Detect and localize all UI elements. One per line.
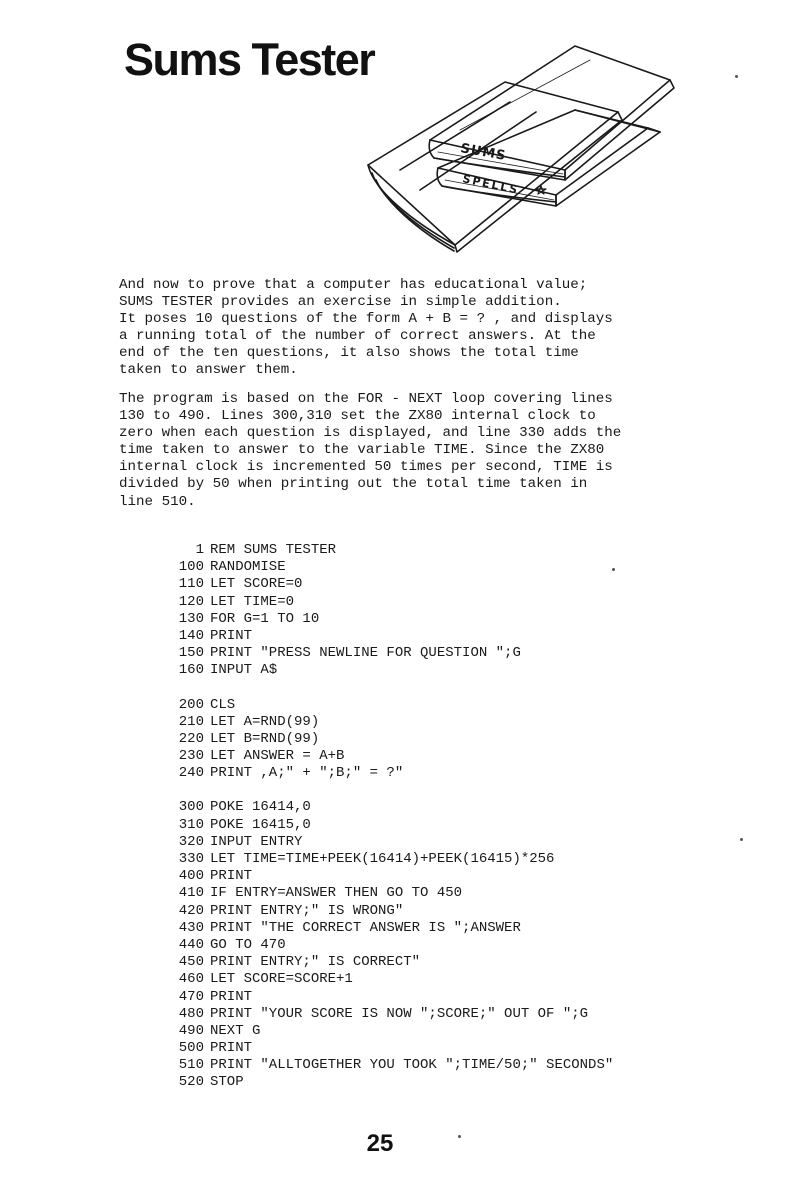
intro-paragraph: And now to prove that a computer has educational value; SUMS TESTER provides an exercise in simple addition. It poses 10 questions of the form A + B = ? , and displays a running total of the number of correct answers. At the end of the ten questions, it also shows the total time taken to answer them. bbox=[119, 277, 613, 379]
print-speck bbox=[740, 838, 743, 841]
code-statement: LET SCORE=0 bbox=[210, 576, 303, 593]
line-number: 480 bbox=[178, 1005, 204, 1022]
code-statement: LET TIME=TIME+PEEK(16414)+PEEK(16415)*256 bbox=[210, 851, 555, 867]
line-number: 330 bbox=[178, 851, 204, 867]
code-line bbox=[168, 765, 613, 782]
explanation-paragraph: The program is based on the FOR - NEXT loop covering lines 130 to 490. Lines 300,310 set the ZX80 internal clock to zero when each question is displayed, and line 330 adds the time taken to answer to the variable TIME. Since the ZX80 internal clock is incremented 50 times per second, TIME is divided by 50 when printing out the total time taken in line 510. bbox=[119, 391, 622, 510]
code-line bbox=[168, 714, 613, 731]
code-statement: PRINT ENTRY;" IS WRONG" bbox=[210, 902, 404, 919]
line-number: 1 bbox=[195, 542, 204, 558]
line-number: 100 bbox=[178, 559, 204, 576]
code-statement: CLS bbox=[210, 696, 236, 713]
code-statement: POKE 16415,0 bbox=[210, 816, 311, 833]
code-statement: POKE 16414,0 bbox=[210, 799, 311, 816]
code-statement: PRINT bbox=[210, 627, 253, 644]
line-number: 220 bbox=[178, 730, 204, 747]
line-number: 130 bbox=[178, 610, 204, 627]
listing-block bbox=[168, 697, 613, 783]
line-number: 110 bbox=[178, 576, 204, 593]
code-line bbox=[168, 903, 613, 920]
code-statement: LET B=RND(99) bbox=[210, 730, 320, 747]
program-listing bbox=[168, 542, 613, 1109]
line-number: 310 bbox=[178, 816, 204, 833]
listing-block bbox=[168, 799, 613, 1091]
code-line bbox=[168, 851, 613, 868]
code-statement: PRINT "YOUR SCORE IS NOW ";SCORE;" OUT OF ";G bbox=[210, 1005, 589, 1022]
code-line bbox=[168, 799, 613, 816]
line-number: 210 bbox=[178, 713, 204, 730]
line-number: 460 bbox=[178, 971, 204, 988]
line-number: 420 bbox=[178, 902, 204, 919]
code-line bbox=[168, 628, 613, 645]
code-line bbox=[168, 611, 613, 628]
code-line bbox=[168, 937, 613, 954]
print-speck bbox=[735, 75, 738, 78]
code-statement: IF ENTRY=ANSWER THEN GO TO 450 bbox=[210, 885, 463, 902]
line-number: 440 bbox=[178, 936, 204, 953]
code-line bbox=[168, 834, 613, 851]
code-line bbox=[168, 1057, 613, 1074]
code-statement: PRINT ENTRY;" IS CORRECT" bbox=[210, 954, 421, 971]
code-statement: INPUT ENTRY bbox=[210, 833, 303, 850]
print-speck bbox=[458, 1135, 461, 1138]
code-statement: PRINT "PRESS NEWLINE FOR QUESTION ";G bbox=[210, 645, 521, 662]
code-line bbox=[168, 662, 613, 679]
code-line bbox=[168, 1040, 613, 1057]
code-line bbox=[168, 920, 613, 937]
line-number: 160 bbox=[178, 662, 204, 679]
line-number: 150 bbox=[178, 645, 204, 662]
code-line bbox=[168, 645, 613, 662]
code-line bbox=[168, 885, 613, 902]
code-statement: PRINT bbox=[210, 988, 253, 1005]
listing-block bbox=[168, 542, 613, 680]
code-line bbox=[168, 559, 613, 576]
code-line bbox=[168, 594, 613, 611]
code-statement: PRINT "ALLTOGETHER YOU TOOK ";TIME/50;" SECONDS" bbox=[210, 1057, 614, 1074]
print-speck bbox=[612, 568, 615, 571]
line-number: 430 bbox=[178, 919, 204, 936]
code-line bbox=[168, 868, 613, 885]
book-bottom-label: SPELLS bbox=[461, 172, 521, 197]
line-number: 230 bbox=[178, 748, 204, 765]
code-statement: PRINT ,A;" + ";B;" = ?" bbox=[210, 765, 404, 782]
code-statement: PRINT bbox=[210, 868, 253, 885]
code-line bbox=[168, 954, 613, 971]
code-statement: LET SCORE=SCORE+1 bbox=[210, 971, 353, 988]
line-number: 470 bbox=[178, 988, 204, 1005]
line-number: 320 bbox=[178, 833, 204, 850]
code-statement: GO TO 470 bbox=[210, 936, 286, 953]
code-statement: RANDOMISE bbox=[210, 559, 286, 576]
page-number: 25 bbox=[366, 1130, 394, 1157]
code-statement: LET ANSWER = A+B bbox=[210, 748, 345, 765]
code-statement: INPUT A$ bbox=[210, 662, 278, 679]
code-line bbox=[168, 971, 613, 988]
code-line bbox=[168, 1074, 613, 1091]
code-line bbox=[168, 576, 613, 593]
code-line bbox=[168, 989, 613, 1006]
line-number: 520 bbox=[178, 1074, 204, 1091]
book-top-label: SUMS bbox=[459, 141, 508, 164]
code-line bbox=[168, 731, 613, 748]
line-number: 120 bbox=[178, 593, 204, 610]
code-statement: PRINT "THE CORRECT ANSWER IS ";ANSWER bbox=[210, 919, 521, 936]
code-statement: STOP bbox=[210, 1074, 244, 1091]
code-statement: LET TIME=0 bbox=[210, 593, 295, 610]
code-statement: NEXT G bbox=[210, 1022, 261, 1039]
code-line bbox=[168, 542, 613, 559]
code-line bbox=[168, 697, 613, 714]
line-number: 140 bbox=[178, 627, 204, 644]
code-line bbox=[168, 748, 613, 765]
code-statement: PRINT bbox=[210, 1040, 253, 1057]
line-number: 200 bbox=[178, 696, 204, 713]
books-illustration bbox=[360, 40, 680, 255]
code-statement: REM SUMS TESTER bbox=[210, 542, 337, 558]
line-number: 450 bbox=[178, 954, 204, 971]
page-title: Sums Tester bbox=[124, 34, 375, 85]
line-number: 400 bbox=[178, 868, 204, 885]
line-number: 240 bbox=[178, 765, 204, 782]
code-line bbox=[168, 1023, 613, 1040]
code-statement: FOR G=1 TO 10 bbox=[210, 610, 320, 627]
line-number: 510 bbox=[178, 1057, 204, 1074]
code-line bbox=[168, 1006, 613, 1023]
line-number: 410 bbox=[178, 885, 204, 902]
line-number: 500 bbox=[178, 1040, 204, 1057]
code-line bbox=[168, 817, 613, 834]
line-number: 300 bbox=[178, 799, 204, 816]
line-number: 490 bbox=[178, 1022, 204, 1039]
code-statement: LET A=RND(99) bbox=[210, 713, 320, 730]
